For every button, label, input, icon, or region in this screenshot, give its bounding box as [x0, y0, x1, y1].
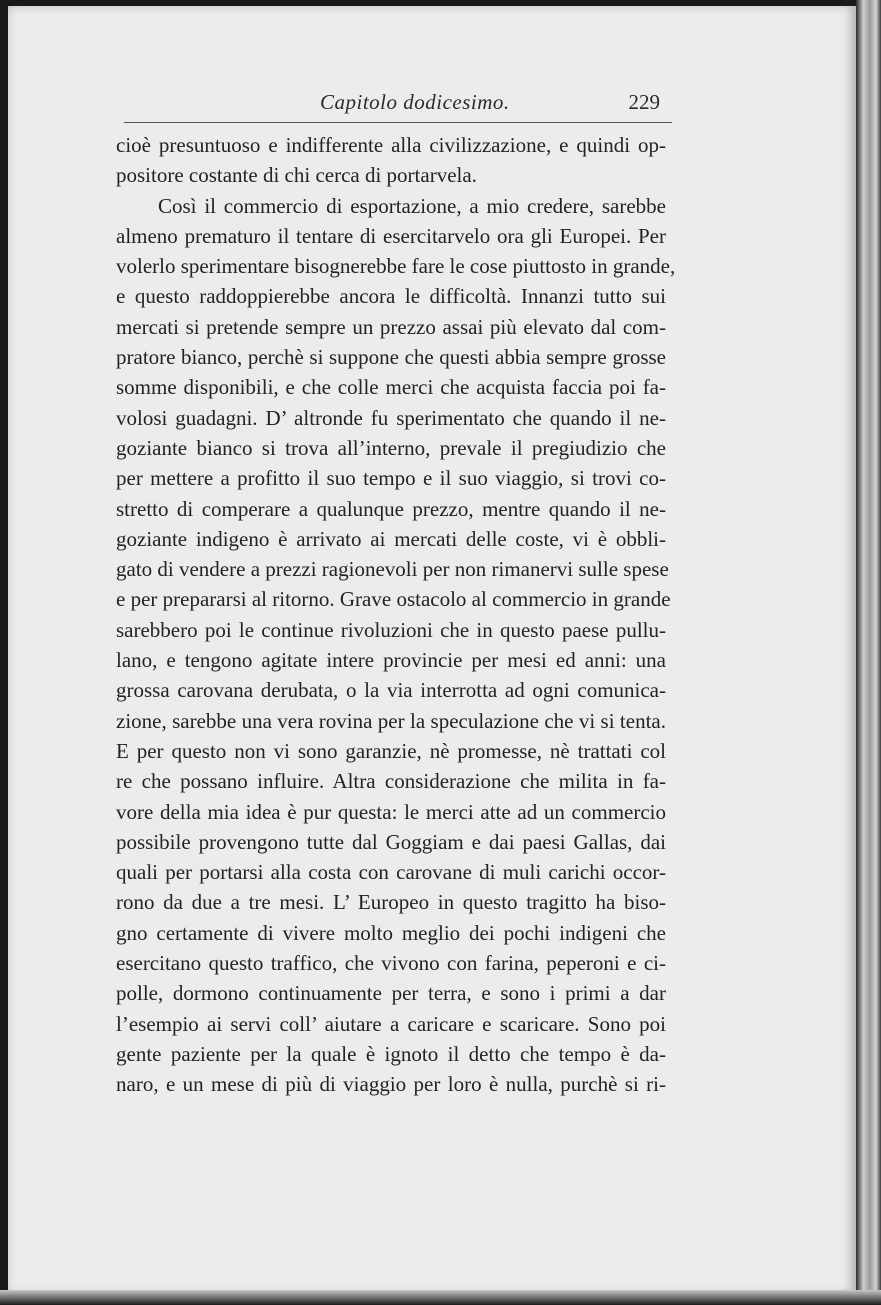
- text-line: re che possano influire. Altra considerazione che milita in fa-: [116, 769, 666, 794]
- page-edge-bottom: [0, 1290, 881, 1305]
- text-line: Così il commercio di esportazione, a mio credere, sarebbe: [158, 193, 666, 218]
- text-line: e questo raddoppierebbe ancora le difficoltà. Innanzi tutto sui: [116, 284, 666, 309]
- text-line: volosi guadagni. D’ altronde fu sperimentato che quando il ne-: [116, 405, 666, 430]
- text-line: positore costante di chi cerca di portarvela.: [116, 163, 477, 188]
- text-line: polle, dormono continuamente per terra, e sono i primi a dar: [116, 981, 666, 1006]
- body-text: [116, 130, 676, 1100]
- text-line: pratore bianco, perchè si suppone che questi abbia sempre grosse: [116, 345, 666, 370]
- text-line: goziante bianco si trova all’interno, prevale il pregiudizio che: [116, 435, 666, 460]
- text-line: goziante indigeno è arrivato ai mercati delle coste, vi è obbli-: [116, 526, 666, 551]
- running-header: [124, 86, 672, 123]
- text-line: rono da due a tre mesi. L’ Europeo in questo tragitto ha biso-: [116, 890, 666, 915]
- text-line: lano, e tengono agitate intere provincie per mesi ed anni: una: [116, 648, 666, 673]
- text-line: possibile provengono tutte dal Goggiam e dai paesi Gallas, dai: [116, 829, 666, 854]
- text-line: grossa carovana derubata, o la via interrotta ad ogni comunica-: [116, 678, 666, 703]
- text-line: somme disponibili, e che colle merci che acquista faccia poi fa-: [116, 375, 666, 400]
- text-line: gato di vendere a prezzi ragionevoli per non rimanervi sulle spese: [116, 557, 669, 582]
- text-line: gno certamente di vivere molto meglio dei pochi indigeni che: [116, 920, 666, 945]
- text-line: quali per portarsi alla costa con carovane di muli carichi occor-: [116, 860, 666, 885]
- text-line: zione, sarebbe una vera rovina per la speculazione che vi si tenta.: [116, 708, 666, 733]
- page-edge-right: [856, 0, 881, 1305]
- chapter-title: Capitolo dodicesimo.: [320, 90, 510, 114]
- text-line: E per questo non vi sono garanzie, nè promesse, nè trattati col: [116, 738, 666, 763]
- text-line: e per prepararsi al ritorno. Grave ostacolo al commercio in grande: [116, 587, 671, 612]
- text-line: vore della mia idea è pur questa: le merci atte ad un commercio: [116, 799, 666, 824]
- text-line: almeno prematuro il tentare di esercitarvelo ora gli Europei. Per: [116, 223, 666, 248]
- text-line: esercitano questo traffico, che vivono con farina, peperoni e ci-: [116, 951, 666, 976]
- text-line: gente paziente per la quale è ignoto il detto che tempo è da-: [116, 1041, 666, 1066]
- text-line: stretto di comperare a qualunque prezzo, mentre quando il ne-: [116, 496, 666, 521]
- text-line: mercati si pretende sempre un prezzo assai più elevato dal com-: [116, 314, 666, 339]
- page-number: 229: [628, 90, 660, 114]
- text-line: sarebbero poi le continue rivoluzioni che in questo paese pullu-: [116, 617, 666, 642]
- text-line: per mettere a profitto il suo tempo e il suo viaggio, si trovi co-: [116, 466, 666, 491]
- text-line: volerlo sperimentare bisognerebbe fare le cose piuttosto in grande,: [116, 254, 676, 279]
- text-line: l’esempio ai servi coll’ aiutare a caricare e scaricare. Sono poi: [116, 1011, 666, 1036]
- text-line: cioè presuntuoso e indifferente alla civilizzazione, e quindi op-: [116, 133, 666, 157]
- text-line: naro, e un mese di più di viaggio per loro è nulla, purchè si ri-: [116, 1072, 666, 1097]
